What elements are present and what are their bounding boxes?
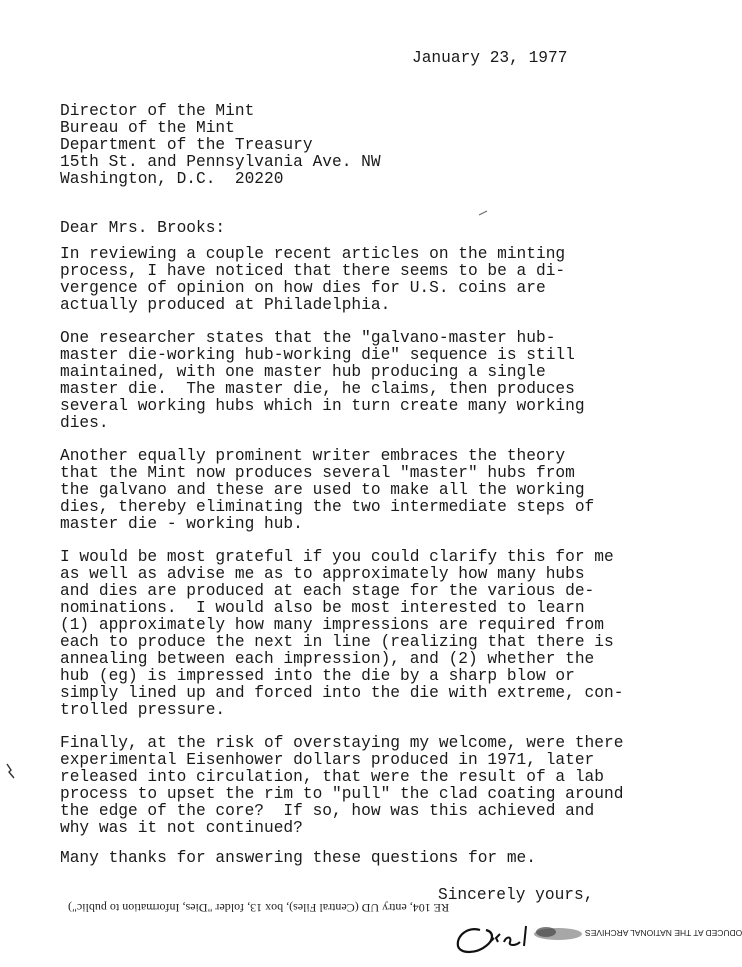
body-line: released into circulation, that were the result of a lab xyxy=(60,768,604,786)
body-line: master die-working hub-working die" sequence is still xyxy=(60,346,575,364)
body-line: dies, thereby eliminating the two intermediate steps of xyxy=(60,498,595,516)
body-line: and dies are produced at each stage for the various de- xyxy=(60,582,595,600)
body-line: process, I have noticed that there seems to be a di- xyxy=(60,262,566,280)
address-line: Department of the Treasury xyxy=(60,136,313,154)
address-line: Bureau of the Mint xyxy=(60,119,235,137)
body-line: master die. The master die, he claims, then produces xyxy=(60,380,575,398)
body-line: (1) approximately how many impressions are required from xyxy=(60,616,604,634)
body-line: dies. xyxy=(60,414,109,432)
body-line: trolled pressure. xyxy=(60,701,226,719)
body-line: maintained, with one master hub producing a single xyxy=(60,363,546,381)
body-line: process to upset the rim to "pull" the clad coating around xyxy=(60,785,624,803)
body-line: annealing between each impression), and (2) whether the xyxy=(60,650,595,668)
body-line: hub (eg) is impressed into the die by a sharp blow or xyxy=(60,667,575,685)
body-line: as well as advise me as to approximately how many hubs xyxy=(60,565,585,583)
address-line: 15th St. and Pennsylvania Ave. NW xyxy=(60,153,381,171)
body-line: master die - working hub. xyxy=(60,515,303,533)
body-line: Many thanks for answering these questions for me. xyxy=(60,849,536,867)
body-line: that the Mint now produces several "master" hubs from xyxy=(60,464,575,482)
body-line: each to produce the next in line (realizing that there is xyxy=(60,633,614,651)
body-line: the galvano and these are used to make all the working xyxy=(60,481,585,499)
body-line: the edge of the core? If so, how was this achieved and xyxy=(60,802,595,820)
body-line: simply lined up and forced into the die with extreme, con- xyxy=(60,684,624,702)
letter-date: January 23, 1977 xyxy=(412,49,568,67)
archive-stamp: RE 104, entry UD (Central Files), box 13, folder "Dies, Information to public") xyxy=(68,901,450,915)
body-line: actually produced at Philadelphia. xyxy=(60,296,391,314)
body-line: several working hubs which in turn create many working xyxy=(60,397,585,415)
closing: Sincerely yours, xyxy=(438,886,594,904)
body-line: I would be most grateful if you could clarify this for me xyxy=(60,548,614,566)
address-line: Director of the Mint xyxy=(60,102,255,120)
ink-mark xyxy=(478,210,488,216)
body-line: nominations. I would also be most interested to learn xyxy=(60,599,585,617)
body-line: In reviewing a couple recent articles on the minting xyxy=(60,245,566,263)
signature xyxy=(450,912,600,962)
address-line: Washington, D.C. 20220 xyxy=(60,170,284,188)
body-line: Another equally prominent writer embraces the theory xyxy=(60,447,566,465)
body-line: experimental Eisenhower dollars produced in 1971, later xyxy=(60,751,595,769)
body-line: Finally, at the risk of overstaying my welcome, were there xyxy=(60,734,624,752)
body-line: why was it not continued? xyxy=(60,819,303,837)
body-line: vergence of opinion on how dies for U.S. coins are xyxy=(60,279,546,297)
ink-smudge xyxy=(5,762,19,780)
salutation: Dear Mrs. Brooks: xyxy=(60,219,226,237)
body-line: One researcher states that the "galvano-master hub- xyxy=(60,329,556,347)
archive-edge-stamp: ODUCED AT THE NATIONAL ARCHIVES xyxy=(585,928,742,938)
